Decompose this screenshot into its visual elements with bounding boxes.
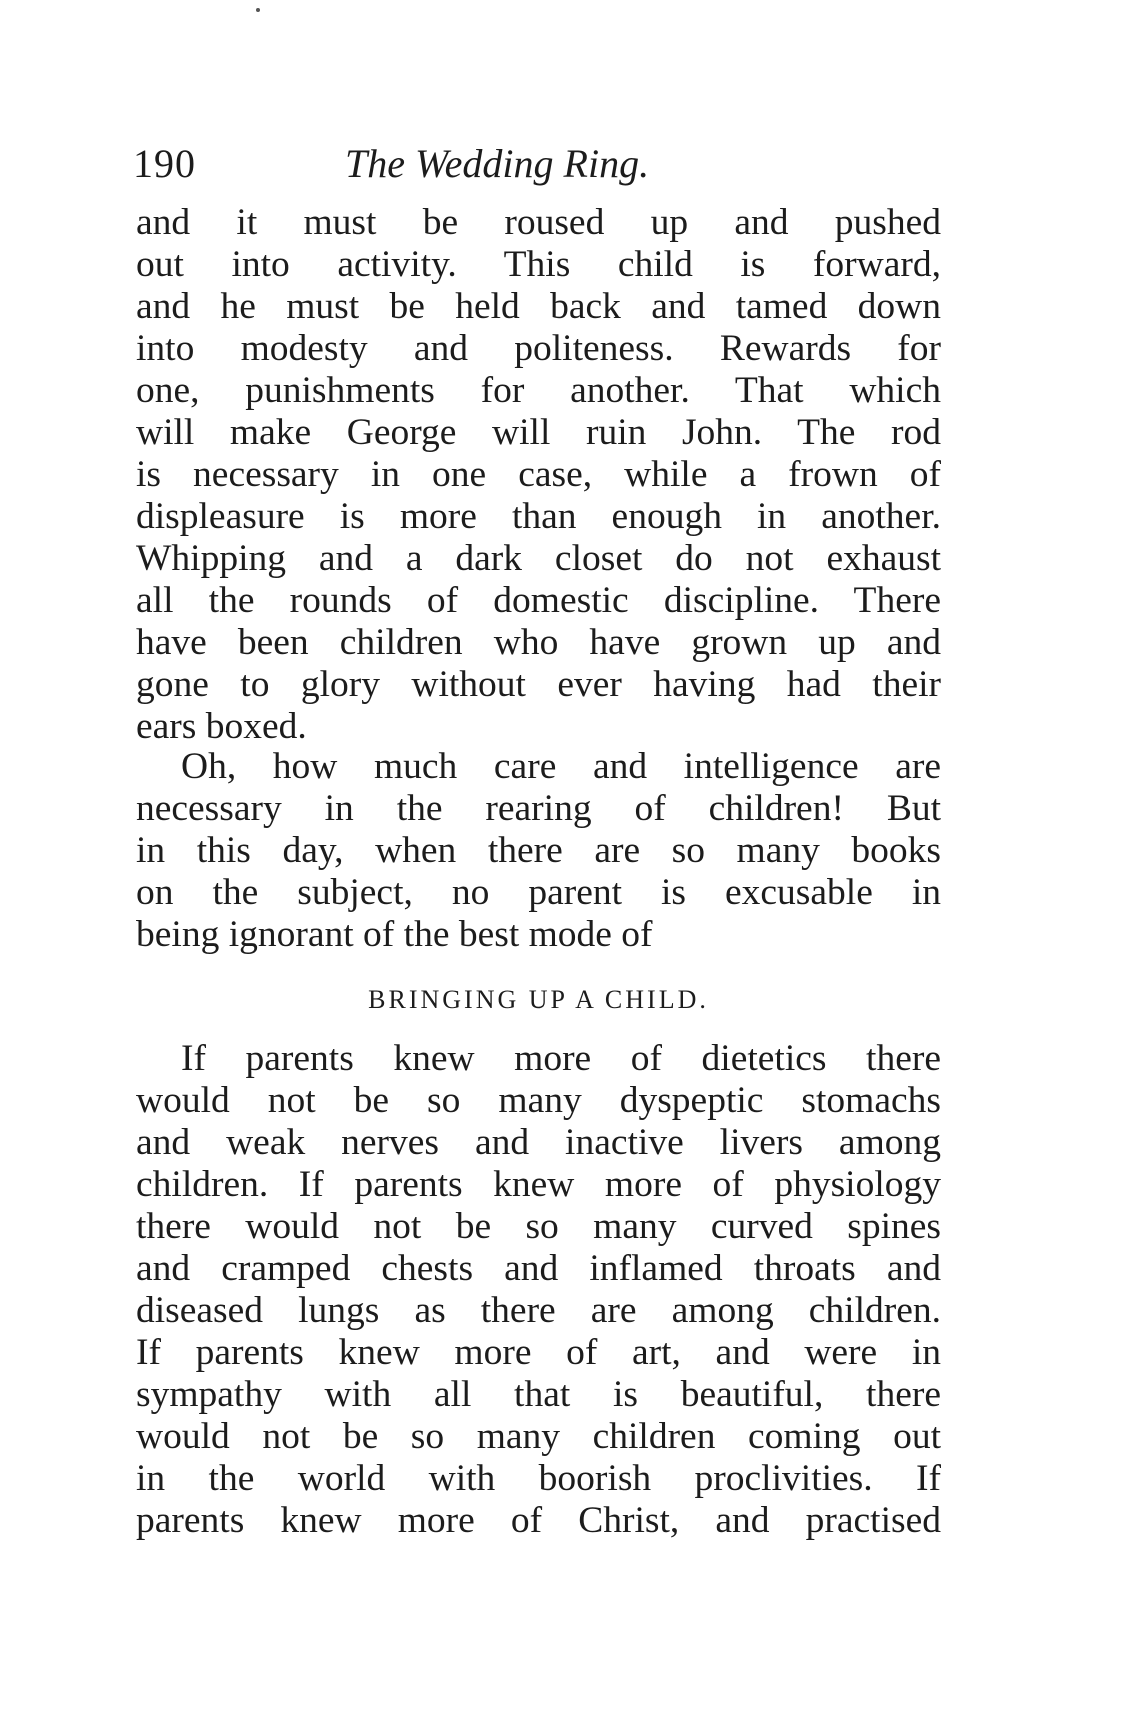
paragraph-3 (136, 1038, 941, 1542)
text-line: will make George will ruin John. The rod (136, 412, 941, 453)
text-line: all the rounds of domestic discipline. There (136, 580, 941, 621)
text-line: and it must be roused up and pushed (136, 202, 941, 243)
text-line: have been children who have grown up and (136, 622, 941, 663)
paragraph-1 (136, 202, 941, 748)
text-line: Oh, how much care and intelligence are (181, 746, 941, 787)
text-line: being ignorant of the best mode of (136, 914, 653, 955)
text-line: in the world with boorish proclivities. If (136, 1458, 941, 1499)
text-line: displeasure is more than enough in another. (136, 496, 941, 537)
text-line: sympathy with all that is beautiful, there (136, 1374, 941, 1415)
text-line: on the subject, no parent is excusable in (136, 872, 941, 913)
text-line: and cramped chests and inflamed throats and (136, 1248, 941, 1289)
text-line: there would not be so many curved spines (136, 1206, 941, 1247)
text-line: one, punishments for another. That which (136, 370, 941, 411)
text-line: out into activity. This child is forward, (136, 244, 941, 285)
print-speck (256, 8, 260, 12)
text-line: and he must be held back and tamed down (136, 286, 941, 327)
text-line: Whipping and a dark closet do not exhaust (136, 538, 941, 579)
text-line: parents knew more of Christ, and practised (136, 1500, 941, 1541)
paragraph-2 (136, 746, 941, 956)
page-number: 190 (133, 141, 196, 186)
section-subheading: BRINGING UP A CHILD. (368, 985, 709, 1014)
text-line: children. If parents knew more of physiology (136, 1164, 941, 1205)
text-line: necessary in the rearing of children! But (136, 788, 941, 829)
text-line: would not be so many dyspeptic stomachs (136, 1080, 941, 1121)
text-line: into modesty and politeness. Rewards for (136, 328, 941, 369)
text-line: diseased lungs as there are among children. (136, 1290, 941, 1331)
text-line: gone to glory without ever having had their (136, 664, 941, 705)
text-line: in this day, when there are so many books (136, 830, 941, 871)
text-line: If parents knew more of dietetics there (181, 1038, 941, 1079)
text-line: is necessary in one case, while a frown of (136, 454, 941, 495)
text-line: If parents knew more of art, and were in (136, 1332, 941, 1373)
page-header (133, 140, 953, 196)
text-line: would not be so many children coming out (136, 1416, 941, 1457)
text-line: ears boxed. (136, 706, 307, 747)
running-title: The Wedding Ring. (345, 141, 650, 186)
text-line: and weak nerves and inactive livers among (136, 1122, 941, 1163)
